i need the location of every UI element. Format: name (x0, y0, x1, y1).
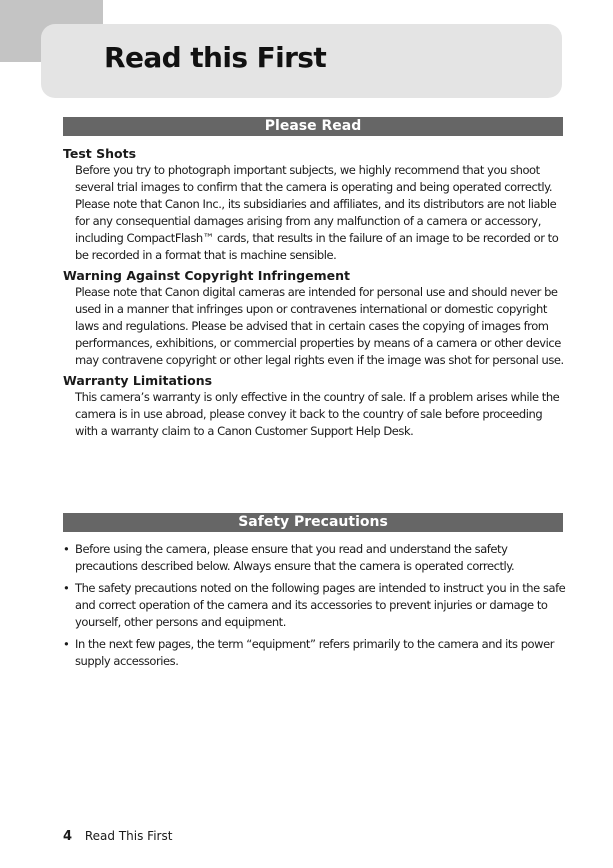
paragraph-copyright-warning: Please note that Canon digital cameras are intended for personal use and should never be used in a manner that infringes upon or contravenes international or domestic copyright laws and regulations. Please be advised that in certain cases the copying of images from performances, exhibitions, or commercial properties by means of a camera or other device may contravene copyright or other legal rights even if the image was shot for personal use. (75, 285, 564, 367)
safety-bullet-list (63, 541, 567, 670)
bullet-icon: • (63, 581, 70, 595)
safety-precautions-section (63, 541, 567, 675)
list-item (63, 636, 567, 670)
title-banner (41, 24, 562, 98)
subhead-test-shots: Test Shots (63, 146, 137, 161)
page-title: Read this First (104, 41, 327, 74)
bullet-text: The safety precautions noted on the following pages are intended to instruct you in the safe and correct operation of the camera and its accessories to prevent injuries or damage to yourself, other persons and equipment. (75, 581, 566, 629)
section-heading-safety-precautions: Safety Precautions (63, 513, 563, 532)
paragraph-warranty-limitations: This camera’s warranty is only effective in the country of sale. If a problem arises while the camera is in use abroad, please convey it back to the country of sale before proceeding with a warranty claim to a Canon Customer Support Help Desk. (75, 390, 560, 438)
paragraph-test-shots: Before you try to photograph important subjects, we highly recommend that you shoot several trial images to confirm that the camera is operating and being operated correctly. Please note that Canon Inc., its subsidiaries and affiliates, and its distributors are not liable for any consequential damages arising from any malfunction of a camera or accessory, including CompactFlash™ cards, that results in the failure of an image to be recorded or to be recorded in a format that is machine sensible. (75, 163, 559, 262)
subhead-warranty-limitations: Warranty Limitations (63, 373, 213, 388)
page-footer (63, 828, 172, 845)
footer-label: Read This First (84, 829, 173, 843)
list-item (63, 541, 567, 575)
list-item (63, 580, 567, 631)
section-heading-please-read: Please Read (63, 117, 563, 136)
page-number: 4 (63, 829, 73, 844)
bullet-text: In the next few pages, the term “equipment” refers primarily to the camera and its power supply accessories. (75, 637, 555, 668)
bullet-icon: • (63, 637, 70, 651)
bullet-icon: • (63, 542, 70, 556)
please-read-section (63, 145, 567, 443)
bullet-text: Before using the camera, please ensure that you read and understand the safety precautions described below. Always ensure that the camera is operated correctly. (75, 542, 515, 573)
subhead-copyright-warning: Warning Against Copyright Infringement (63, 268, 350, 283)
